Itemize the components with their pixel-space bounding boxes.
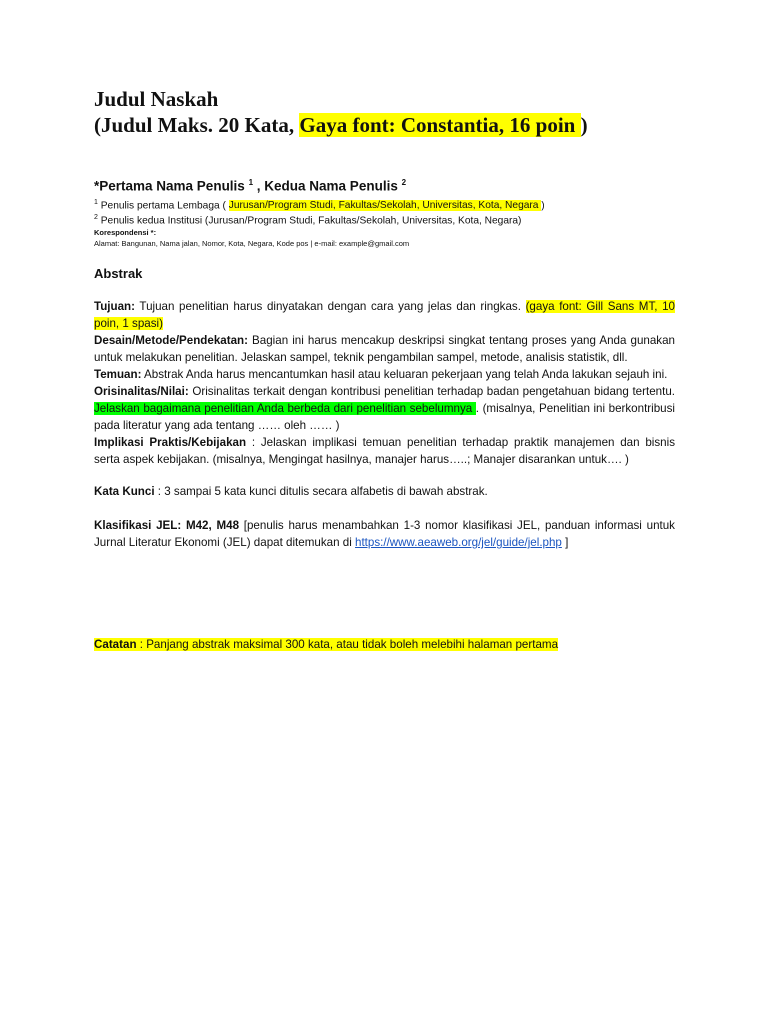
tujuan-font-highlight: (gaya font: Gill Sans MT, 10 poin, 1 spasi) [94,300,675,330]
abstract-heading: Abstrak [94,266,143,281]
second-author-sup: 2 [401,178,407,187]
title-font-highlight: Gaya font: Constantia, 16 poin [299,113,581,137]
tujuan-text: Tujuan penelitian harus dinyatakan dengan cara yang jelas dan ringkas. [135,300,526,313]
note-block [94,636,675,653]
keywords-line [94,483,675,500]
orisinalitas-text: Orisinalitas terkait dengan kontribusi penelitian terhadap badan pengetahuan bidang tertentu. [188,385,675,398]
jel-guide-link[interactable]: https://www.aeaweb.org/jel/guide/jel.php [355,536,562,549]
jel-label: Klasifikasi JEL: M42, M48 [94,519,240,532]
note-text: : Panjang abstrak maksimal 300 kata, atau tidak boleh melebihi halaman pertama [136,638,559,651]
abstract-temuan [94,366,675,383]
correspondence-address: Alamat: Bangunan, Nama jalan, Nomor, Kota, Negara, Kode pos | e-mail: example@gmail.com [94,239,410,248]
desain-text: Bagian ini harus mencakup deskripsi singkat tentang proses yang Anda gunakan untuk melakukan penelitian. Jelaskan sampel, teknik pengambilan sampel, metode, analisis statistik, dll. [94,334,675,364]
author-line [94,178,406,194]
abstract-implikasi [94,434,675,468]
note-highlight [94,638,558,651]
jel-paragraph [94,517,675,551]
affiliation-1 [94,199,545,211]
correspondence-label: Korespondensi *: [94,228,157,237]
jel-text: [penulis harus menambahkan 1-3 nomor klasifikasi JEL, panduan informasi untuk Jurnal Literatur Ekonomi (JEL) dapat ditemukan di [94,519,675,549]
affiliation-2-text: Penulis kedua Institusi (Jurusan/Program Studi, Fakultas/Sekolah, Universitas, Kota, Negara) [97,215,522,227]
affiliation-1-suffix: ) [541,200,545,212]
title-suffix: ) [580,113,588,137]
manuscript-title [94,86,588,138]
keywords-block [94,483,675,500]
abstract-tujuan [94,298,675,332]
implikasi-text: : Jelaskan implikasi temuan penelitian terhadap praktik manajemen dan bisnis serta aspek kebijakan. (misalnya, Mengingat hasilnya, manajer harus…..; Manajer disarankan untuk…. ) [94,436,675,466]
first-author-sup: 1 [248,178,254,187]
keywords-text: : 3 sampai 5 kata kunci ditulis secara alfabetis di bawah abstrak. [154,485,488,498]
jel-block [94,517,675,551]
orisinalitas-suffix: . (misalnya, Penelitian ini berkontribusi pada literatur yang ada tentang …… oleh …… ) [94,402,675,432]
keywords-label: Kata Kunci [94,485,155,498]
abstract-body [94,298,675,468]
affiliation-1-prefix: Penulis pertama Lembaga ( [97,200,229,212]
first-author: *Pertama Nama Penulis [94,178,249,194]
jel-suffix: ] [561,536,569,549]
affiliation-2 [94,214,521,226]
title-prefix: (Judul Maks. 20 Kata, [94,113,300,137]
title-line-2 [94,112,588,138]
note-line [94,636,675,653]
affiliation-1-highlight: Jurusan/Program Studi, Fakultas/Sekolah, Universitas, Kota, Negara [228,200,542,212]
title-line-1: Judul Naskah [94,87,219,111]
orisinalitas-label: Orisinalitas/Nilai: [94,385,189,398]
desain-label: Desain/Metode/Pendekatan: [94,334,248,347]
second-author: , Kedua Nama Penulis [253,178,402,194]
temuan-label: Temuan: [94,368,142,381]
tujuan-label: Tujuan: [94,300,135,313]
affiliation-1-sup: 1 [94,199,98,206]
note-label: Catatan [94,638,137,651]
affiliation-2-sup: 2 [94,214,98,221]
orisinalitas-highlight: Jelaskan bagaimana penelitian Anda berbeda dari penelitian sebelumnya [94,402,476,415]
implikasi-label: Implikasi Praktis/Kebijakan [94,436,247,449]
temuan-text: Abstrak Anda harus mencantumkan hasil atau keluaran pekerjaan yang telah Anda lakukan sejauh ini. [141,368,668,381]
abstract-orisinalitas [94,383,675,434]
abstract-desain [94,332,675,366]
